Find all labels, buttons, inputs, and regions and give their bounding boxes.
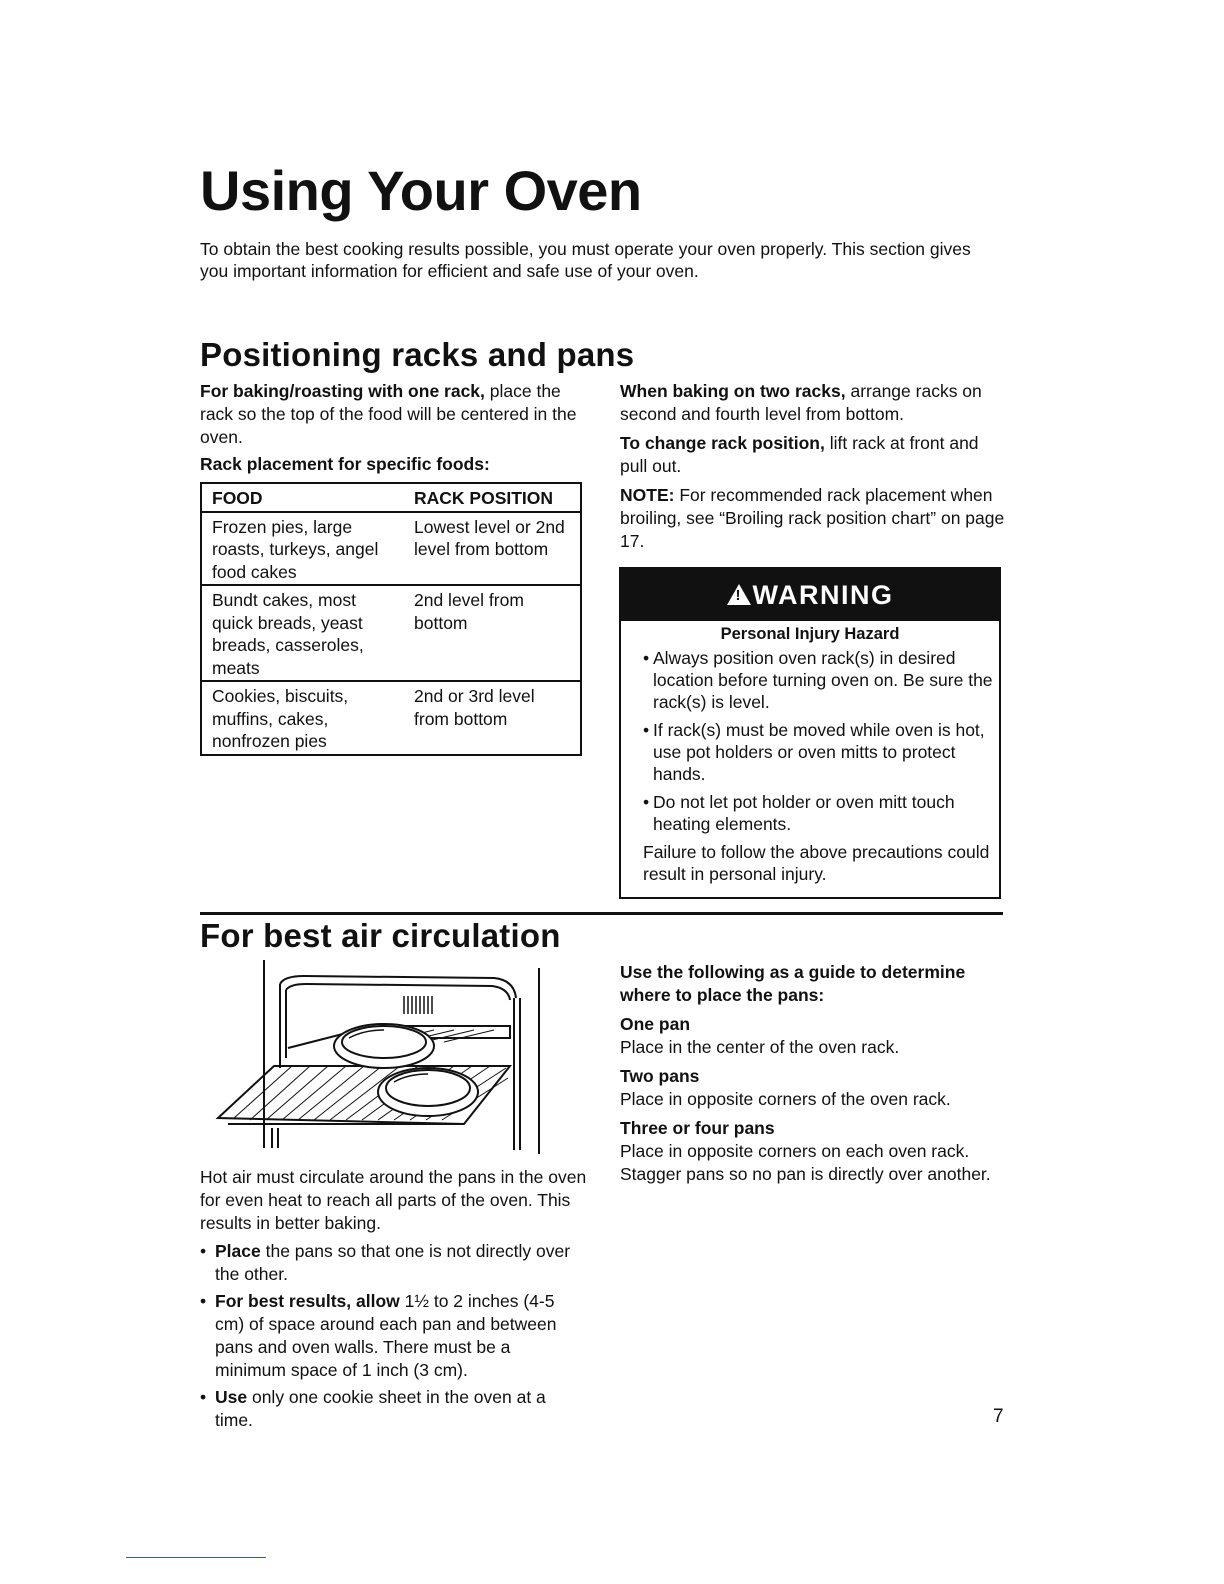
one-rack-paragraph xyxy=(200,380,580,449)
page-number: 7 xyxy=(993,1406,1004,1427)
footer-divider xyxy=(126,1557,266,1558)
air-bullet-list xyxy=(200,1240,580,1436)
air-bullet-lead: Use xyxy=(215,1387,248,1407)
air-bullet-lead: Place xyxy=(215,1241,261,1261)
air-bullet-item xyxy=(200,1290,580,1382)
change-rack-paragraph xyxy=(620,432,1005,478)
warning-subtitle: Personal Injury Hazard xyxy=(720,625,900,643)
table-cell-food: Frozen pies, large roasts, turkeys, angel food cakes xyxy=(201,512,404,586)
warning-triangle-icon xyxy=(727,584,751,605)
air-bullet-text: the pans so that one is not directly over the other. xyxy=(215,1241,571,1284)
table-header-rack-position: RACK POSITION xyxy=(404,483,581,512)
note-lead: NOTE: xyxy=(620,485,675,505)
one-rack-lead: For baking/roasting with one rack, xyxy=(200,381,485,401)
page-title: Using Your Oven xyxy=(200,159,642,222)
two-racks-text: arrange racks on second and fourth level from bottom. xyxy=(620,381,982,424)
air-bullet-lead: For best results, allow xyxy=(215,1291,400,1311)
racks-right-column xyxy=(620,380,1005,559)
two-racks-lead: When baking on two racks, xyxy=(620,381,846,401)
warning-box xyxy=(619,567,1001,899)
air-bullet-item xyxy=(200,1240,580,1286)
table-header-food: FOOD xyxy=(201,483,404,512)
racks-heading: Positioning racks and pans xyxy=(200,336,635,373)
change-rack-text: lift rack at front and pull out. xyxy=(620,433,979,476)
warning-footer: Failure to follow the above precautions could result in personal injury. xyxy=(643,842,990,884)
warning-item: • Do not let pot holder or oven mitt touch heating elements. xyxy=(643,791,999,835)
warning-list xyxy=(621,647,999,835)
rack-placement-table xyxy=(200,482,582,756)
pan-guide-text: Place in opposite corners of the oven rack. xyxy=(620,1089,951,1109)
pan-guide xyxy=(620,961,1005,1192)
table-cell-position: 2nd or 3rd level from bottom xyxy=(414,686,535,729)
table-cell-position: Lowest level or 2nd level from bottom xyxy=(404,512,581,586)
rack-placement-label: Rack placement for specific foods: xyxy=(200,454,490,474)
intro-paragraph: To obtain the best cooking results possible, you must operate your oven properly. This section gives you important information for efficient and safe use of your oven. xyxy=(200,239,971,281)
section-divider xyxy=(200,912,1003,915)
table-cell-position: 2nd level from bottom xyxy=(404,585,581,681)
pan-guide-title: One pan xyxy=(620,1014,691,1034)
air-heading: For best air circulation xyxy=(200,917,561,954)
warning-title: WARNING xyxy=(752,579,894,610)
pan-guide-text: Place in opposite corners on each oven rack. Stagger pans so no pan is directly over another. xyxy=(620,1141,991,1184)
two-racks-paragraph xyxy=(620,380,1005,426)
air-bullet-text: 1½ to 2 inches (4-5 cm) of space around each pan and between pans and oven walls. There must be a minimum space of 1 inch (3 cm). xyxy=(215,1291,557,1380)
one-rack-text: place the rack so the top of the food will be centered in the oven. xyxy=(200,381,577,447)
table-cell-food: Cookies, biscuits, muffins, cakes, nonfrozen pies xyxy=(212,686,349,751)
pan-guide-title: Three or four pans xyxy=(620,1118,775,1138)
air-bullet-item xyxy=(200,1386,580,1432)
table-header-row xyxy=(201,483,581,512)
table-cell-food: Bundt cakes, most quick breads, yeast breads, casseroles, meats xyxy=(201,585,404,681)
warning-item: • If rack(s) must be moved while oven is hot, use pot holders or oven mitts to protect hands. xyxy=(643,719,999,785)
note-paragraph xyxy=(620,484,1005,553)
table-row xyxy=(201,681,581,755)
note-text: For recommended rack placement when broiling, see “Broiling rack position chart” on page 17. xyxy=(620,485,1005,551)
warning-item: • Always position oven rack(s) in desired location before turning oven on. Be sure the rack(s) is level. xyxy=(643,647,999,713)
pan-guide-intro: Use the following as a guide to determine where to place the pans: xyxy=(620,962,966,1005)
table-row xyxy=(201,512,581,586)
air-description: Hot air must circulate around the pans in the oven for even heat to reach all parts of the oven. This results in better baking. xyxy=(200,1167,587,1233)
change-rack-lead: To change rack position, xyxy=(620,433,825,453)
oven-rack-illustration xyxy=(214,958,544,1156)
pan-guide-title: Two pans xyxy=(620,1066,700,1086)
air-bullet-text: only one cookie sheet in the oven at a time. xyxy=(215,1387,546,1430)
warning-header xyxy=(621,569,999,621)
warning-symbol: ! xyxy=(735,586,742,604)
table-row xyxy=(201,585,581,681)
pan-guide-text: Place in the center of the oven rack. xyxy=(620,1037,900,1057)
